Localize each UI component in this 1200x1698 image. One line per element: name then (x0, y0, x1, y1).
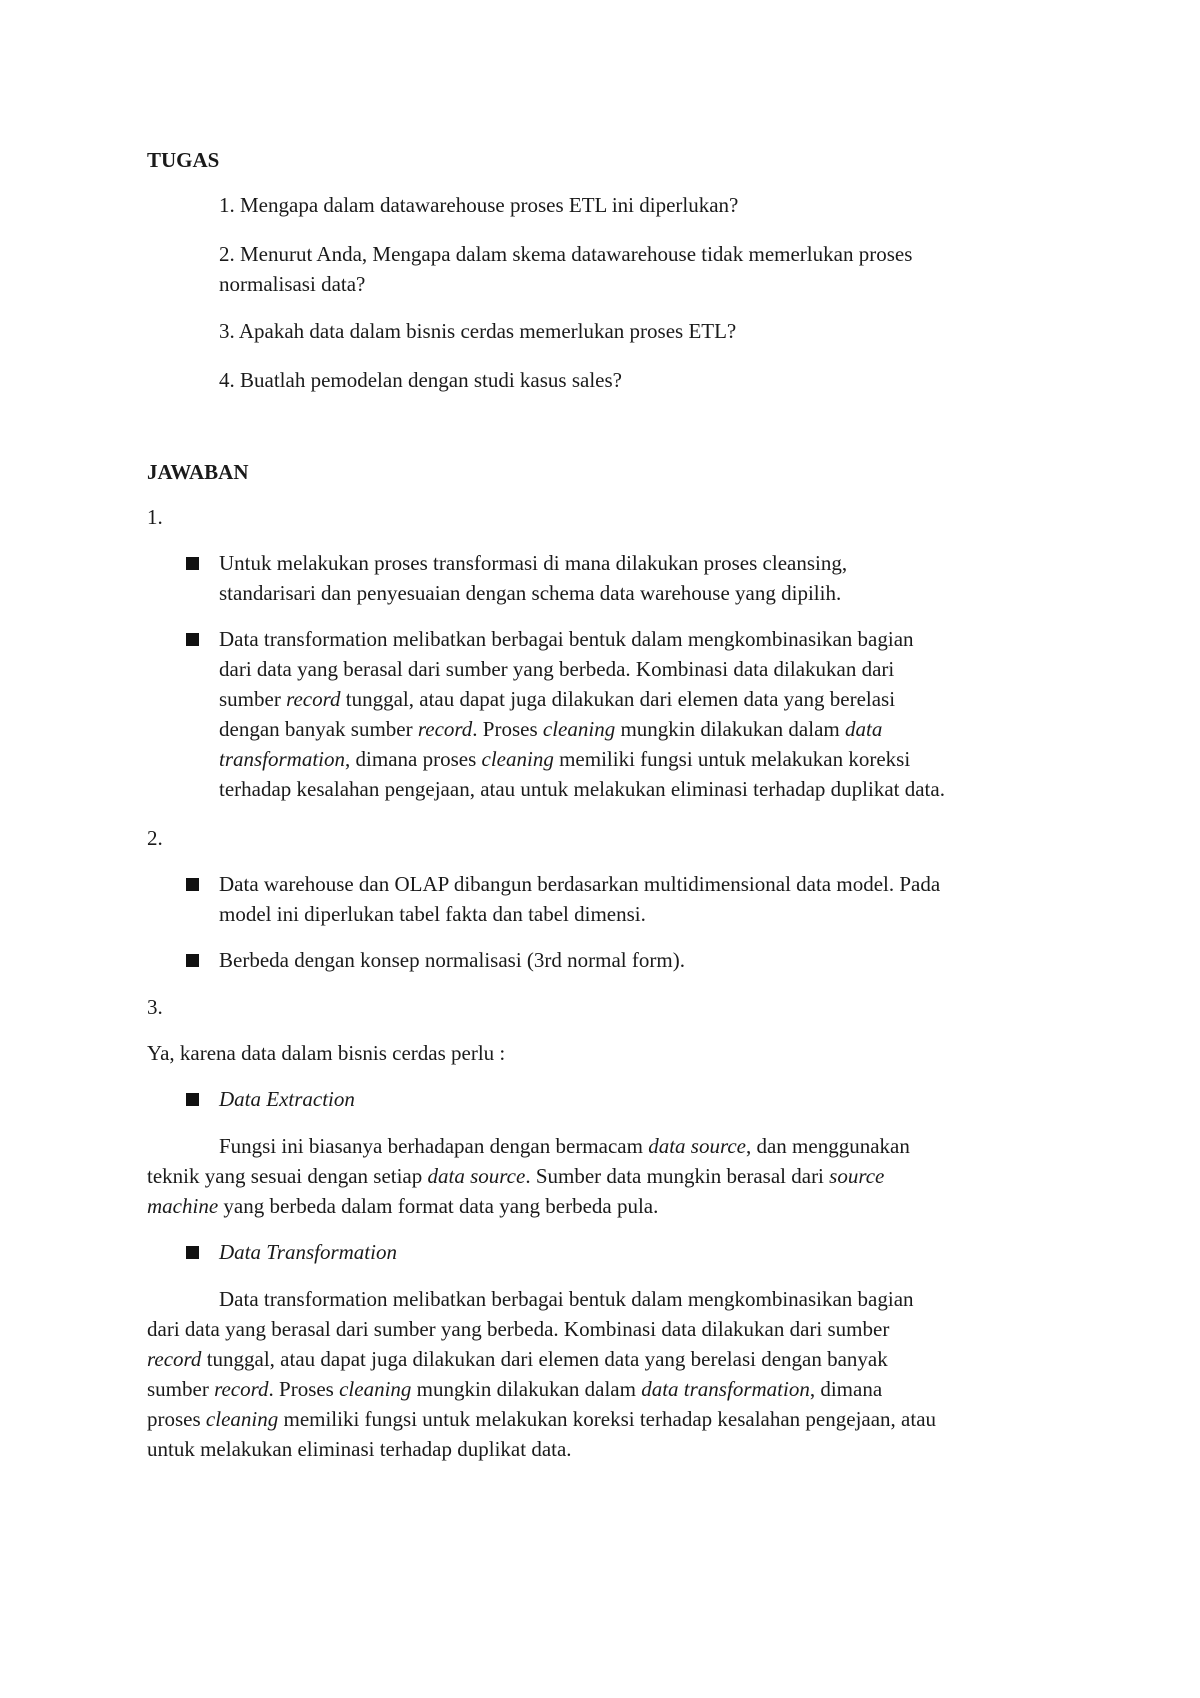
bullet-text (219, 548, 1200, 608)
text-line (219, 684, 1200, 714)
italic-term: machine (147, 1194, 219, 1218)
italic-term: record (214, 1377, 269, 1401)
square-bullet-icon (186, 1093, 199, 1106)
italic-term: source (829, 1164, 885, 1188)
text-span: dengan banyak sumber (219, 717, 418, 741)
tugas-heading: TUGAS (147, 148, 220, 172)
question-2-line-1: 2. Menurut Anda, Mengapa dalam skema datawarehouse tidak memerlukan proses (219, 242, 913, 266)
text-line: dari data yang berasal dari sumber yang berbeda. Kombinasi data dilakukan dari (219, 657, 895, 681)
text-line (147, 1131, 1077, 1161)
question-2 (219, 239, 1059, 299)
italic-term: data (845, 717, 883, 741)
italic-term: data source (427, 1164, 526, 1188)
square-bullet-icon (186, 878, 199, 891)
italic-term: record (417, 717, 473, 741)
text-span: memiliki fungsi untuk melakukan koreksi (553, 747, 911, 771)
text-line: untuk melakukan eliminasi terhadap duplikat data. (147, 1437, 572, 1461)
text-line: model ini diperlukan tabel fakta dan tabel dimensi. (219, 902, 646, 926)
text-line: Berbeda dengan konsep normalisasi (3rd normal form). (219, 948, 685, 972)
text-span: . Proses (472, 717, 543, 741)
text-line: standarisari dan penyesuaian dengan schema data warehouse yang dipilih. (219, 581, 842, 605)
italic-term: transformation (219, 747, 346, 771)
jawaban-heading: JAWABAN (147, 460, 249, 484)
bullet-text (219, 1237, 1200, 1267)
text-span: . Proses (268, 1377, 340, 1401)
text-span: Fungsi ini biasanya berhadapan dengan bermacam (219, 1134, 649, 1158)
square-bullet-icon (186, 954, 199, 967)
text-line: dari data yang berasal dari sumber yang berbeda. Kombinasi data dilakukan dari sumber (147, 1317, 890, 1341)
text-line (147, 1344, 1077, 1374)
answer-3-intro: Ya, karena data dalam bisnis cerdas perlu : (147, 1041, 506, 1065)
text-span: yang berbeda dalam format data yang berbeda pula. (218, 1194, 659, 1218)
bullet-text (219, 945, 1200, 975)
square-bullet-icon (186, 1246, 199, 1259)
square-bullet-icon (186, 633, 199, 646)
question-2-line-2: normalisasi data? (219, 272, 366, 296)
text-span: tunggal, atau dapat juga dilakukan dari elemen data yang berelasi (340, 687, 896, 711)
bullet-text (219, 624, 1200, 804)
text-line: Untuk melakukan proses transformasi di mana dilakukan proses cleansing, (219, 551, 848, 575)
square-bullet-icon (186, 557, 199, 570)
text-span: proses (147, 1407, 206, 1431)
italic-term: data source (648, 1134, 746, 1158)
text-line (147, 1374, 1077, 1404)
bullet-text (219, 869, 1200, 929)
text-span: . Sumber data mungkin berasal dari (525, 1164, 830, 1188)
italic-term: cleaning (205, 1407, 279, 1431)
text-line (219, 714, 1200, 744)
italic-term: data transformation (641, 1377, 810, 1401)
text-span: tunggal, atau dapat juga dilakukan dari elemen data yang berelasi dengan banyak (201, 1347, 888, 1371)
text-span: mungkin dilakukan dalam (615, 717, 845, 741)
text-span: teknik yang sesuai dengan setiap (147, 1164, 428, 1188)
text-span: , dimana (809, 1377, 883, 1401)
data-transformation-paragraph (147, 1284, 1077, 1464)
italic-term: cleaning (542, 717, 616, 741)
text-span: sumber (147, 1377, 215, 1401)
italic-term: record (286, 687, 341, 711)
text-line: Data warehouse dan OLAP dibangun berdasarkan multidimensional data model. Pada (219, 872, 941, 896)
text-span: , dan menggunakan (745, 1134, 910, 1158)
italic-term: record (147, 1347, 202, 1371)
italic-term: cleaning (481, 747, 554, 771)
text-line: Data transformation melibatkan berbagai bentuk dalam mengkombinasikan bagian (219, 1287, 914, 1311)
text-span: mungkin dilakukan dalam (411, 1377, 642, 1401)
question-4: 4. Buatlah pemodelan dengan studi kasus sales? (219, 368, 622, 392)
data-transformation-title: Data Transformation (219, 1240, 397, 1264)
text-span: memiliki fungsi untuk melakukan koreksi terhadap kesalahan pengejaan, atau (278, 1407, 937, 1431)
question-1: 1. Mengapa dalam datawarehouse proses ETL ini diperlukan? (219, 193, 739, 217)
text-span: , dimana proses (345, 747, 482, 771)
answer-1-number: 1. (147, 505, 163, 529)
question-3: 3. Apakah data dalam bisnis cerdas memerlukan proses ETL? (219, 319, 737, 343)
data-extraction-title: Data Extraction (219, 1087, 355, 1111)
text-line (219, 744, 1200, 774)
answer-3-number: 3. (147, 995, 163, 1019)
italic-term: cleaning (339, 1377, 412, 1401)
text-span: sumber (219, 687, 287, 711)
answer-2-number: 2. (147, 826, 163, 850)
text-line: Data transformation melibatkan berbagai bentuk dalam mengkombinasikan bagian (219, 627, 914, 651)
text-line (147, 1404, 1077, 1434)
text-line (147, 1191, 1077, 1221)
data-extraction-paragraph (147, 1131, 1077, 1221)
bullet-text (219, 1084, 1200, 1114)
text-line (147, 1161, 1077, 1191)
text-line: terhadap kesalahan pengejaan, atau untuk melakukan eliminasi terhadap duplikat data. (219, 777, 945, 801)
